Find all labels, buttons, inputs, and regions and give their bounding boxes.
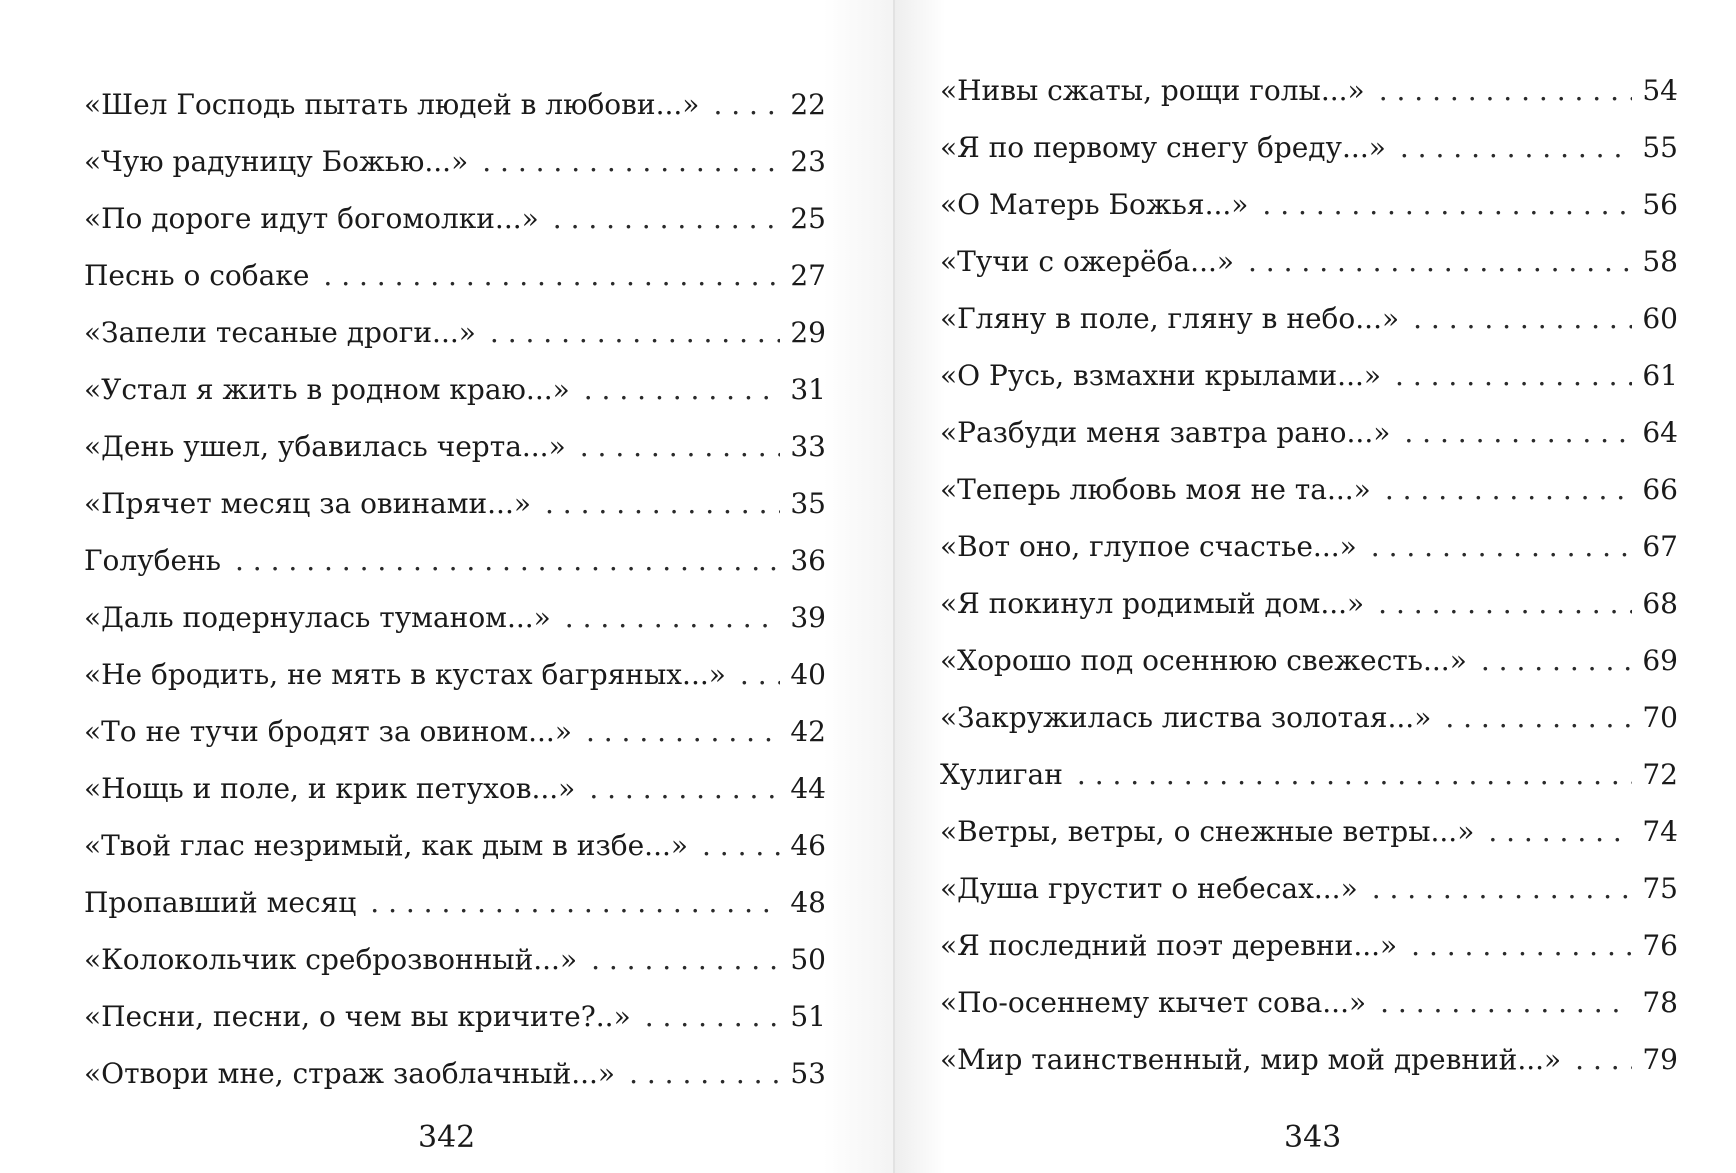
toc-entry-title: «Я покинул родимый дом...» xyxy=(940,587,1365,620)
toc-entry-page: 22 xyxy=(790,88,826,121)
toc-entry-page: 53 xyxy=(790,1057,826,1090)
dot-leader xyxy=(580,418,780,475)
toc-entry-page: 79 xyxy=(1642,1043,1678,1076)
dot-leader xyxy=(586,703,780,760)
dot-leader xyxy=(584,361,780,418)
toc-entry xyxy=(84,361,826,418)
toc-entry xyxy=(940,1031,1678,1088)
toc-entry-page: 70 xyxy=(1642,701,1678,734)
dot-leader xyxy=(553,190,780,247)
toc-entry-title: «По-осеннему кычет сова...» xyxy=(940,986,1367,1019)
dot-leader xyxy=(1371,518,1632,575)
toc-entry-title: «Устал я жить в родном краю...» xyxy=(84,373,570,406)
toc-entry-page: 33 xyxy=(790,430,826,463)
dot-leader xyxy=(629,1045,780,1102)
toc-entry-title: «Душа грустит о небесах...» xyxy=(940,872,1358,905)
toc-entry-page: 64 xyxy=(1642,416,1678,449)
dot-leader xyxy=(1404,404,1632,461)
toc-entry-title: Пропавший месяц xyxy=(84,886,357,919)
toc-entry-title: «Теперь любовь моя не та...» xyxy=(940,473,1371,506)
toc-entry-title: «Отвори мне, страж заоблачный...» xyxy=(84,1057,616,1090)
dot-leader xyxy=(591,931,780,988)
toc-entry xyxy=(940,176,1678,233)
toc-entry-page: 75 xyxy=(1642,872,1678,905)
toc-entry-page: 74 xyxy=(1642,815,1678,848)
dot-leader xyxy=(1379,62,1632,119)
toc-entry xyxy=(84,646,826,703)
dot-leader xyxy=(1488,803,1632,860)
dot-leader xyxy=(545,475,780,532)
toc-entry-title: «Запели тесаные дроги...» xyxy=(84,316,476,349)
toc-entry-title: Хулиган xyxy=(940,758,1063,791)
dot-leader xyxy=(1481,632,1632,689)
toc-entry-title: «Закружилась листва золотая...» xyxy=(940,701,1432,734)
dot-leader xyxy=(1380,974,1632,1031)
toc-entry-page: 51 xyxy=(790,1000,826,1033)
toc-entry-title: «То не тучи бродят за овином...» xyxy=(84,715,572,748)
toc-entry-title: «Разбуди меня завтра рано...» xyxy=(940,416,1391,449)
left-page-number: 342 xyxy=(418,1120,476,1155)
toc-entry-title: «Колокольчик среброзвонный...» xyxy=(84,943,578,976)
right-page-number: 343 xyxy=(1284,1120,1342,1155)
dot-leader xyxy=(1262,176,1632,233)
toc-entry-page: 66 xyxy=(1642,473,1678,506)
toc-entry-page: 39 xyxy=(790,601,826,634)
toc-entry-page: 36 xyxy=(790,544,826,577)
right-toc-list xyxy=(940,62,1678,1088)
toc-entry-title: Песнь о собаке xyxy=(84,259,310,292)
toc-entry-title: Голубень xyxy=(84,544,221,577)
dot-leader xyxy=(370,874,780,931)
dot-leader xyxy=(1411,917,1632,974)
left-toc-list xyxy=(84,76,826,1102)
toc-entry xyxy=(940,689,1678,746)
toc-entry-title: «Я по первому снегу бреду...» xyxy=(940,131,1386,164)
toc-entry xyxy=(84,1045,826,1102)
dot-leader xyxy=(1413,290,1632,347)
toc-entry-title: «Чую радуницу Божью...» xyxy=(84,145,469,178)
toc-entry-title: «Нивы сжаты, рощи голы...» xyxy=(940,74,1365,107)
toc-entry-page: 27 xyxy=(790,259,826,292)
dot-leader xyxy=(565,589,780,646)
dot-leader xyxy=(713,76,780,133)
toc-entry xyxy=(940,233,1678,290)
toc-entry xyxy=(84,988,826,1045)
toc-entry-title: «По дороге идут богомолки...» xyxy=(84,202,539,235)
toc-entry-title: «Гляну в поле, гляну в небо...» xyxy=(940,302,1400,335)
dot-leader xyxy=(1445,689,1632,746)
dot-leader xyxy=(1372,860,1632,917)
toc-entry xyxy=(940,62,1678,119)
toc-entry-page: 56 xyxy=(1642,188,1678,221)
dot-leader xyxy=(589,760,780,817)
toc-entry xyxy=(84,304,826,361)
toc-entry-title: «Ветры, ветры, о снежные ветры...» xyxy=(940,815,1475,848)
dot-leader xyxy=(702,817,780,874)
toc-entry xyxy=(84,418,826,475)
toc-entry-page: 68 xyxy=(1642,587,1678,620)
dot-leader xyxy=(323,247,780,304)
toc-entry xyxy=(940,917,1678,974)
toc-entry-page: 23 xyxy=(790,145,826,178)
toc-entry-page: 67 xyxy=(1642,530,1678,563)
toc-entry-page: 60 xyxy=(1642,302,1678,335)
toc-entry-page: 48 xyxy=(790,886,826,919)
right-page xyxy=(895,0,1736,1173)
toc-entry xyxy=(940,518,1678,575)
toc-entry xyxy=(84,589,826,646)
toc-entry xyxy=(84,874,826,931)
toc-entry-page: 40 xyxy=(790,658,826,691)
dot-leader xyxy=(1077,746,1632,803)
toc-entry-title: «Хорошо под осеннюю свежесть...» xyxy=(940,644,1467,677)
toc-entry-title: «Не бродить, не мять в кустах багряных...» xyxy=(84,658,726,691)
toc-entry-title: «Песни, песни, о чем вы кричите?..» xyxy=(84,1000,631,1033)
toc-entry-page: 61 xyxy=(1642,359,1678,392)
dot-leader xyxy=(482,133,780,190)
toc-entry xyxy=(940,632,1678,689)
toc-entry xyxy=(940,974,1678,1031)
toc-entry xyxy=(84,247,826,304)
toc-entry-title: «Я последний поэт деревни...» xyxy=(940,929,1398,962)
toc-entry xyxy=(84,703,826,760)
toc-entry-title: «Твой глас незримый, как дым в избе...» xyxy=(84,829,688,862)
toc-entry xyxy=(84,931,826,988)
toc-entry-title: «Тучи с ожерёба...» xyxy=(940,245,1234,278)
toc-entry-title: «Прячет месяц за овинами...» xyxy=(84,487,531,520)
toc-entry-page: 69 xyxy=(1642,644,1678,677)
toc-entry-page: 50 xyxy=(790,943,826,976)
toc-entry xyxy=(940,290,1678,347)
toc-entry-page: 42 xyxy=(790,715,826,748)
toc-entry-title: «День ушел, убавилась черта...» xyxy=(84,430,566,463)
toc-entry xyxy=(84,532,826,589)
toc-entry-title: «Даль подернулась туманом...» xyxy=(84,601,551,634)
toc-entry-title: «Шел Господь пытать людей в любови...» xyxy=(84,88,700,121)
toc-entry xyxy=(84,76,826,133)
toc-entry-page: 78 xyxy=(1642,986,1678,1019)
dot-leader xyxy=(740,646,780,703)
toc-entry xyxy=(84,475,826,532)
dot-leader xyxy=(1378,575,1632,632)
toc-entry-page: 35 xyxy=(790,487,826,520)
dot-leader xyxy=(1248,233,1632,290)
toc-entry xyxy=(84,190,826,247)
toc-entry-title: «Нощь и поле, и крик петухов...» xyxy=(84,772,576,805)
toc-entry-title: «Вот оно, глупое счастье...» xyxy=(940,530,1357,563)
toc-entry-title: «О Матерь Божья...» xyxy=(940,188,1249,221)
toc-entry-page: 54 xyxy=(1642,74,1678,107)
toc-entry-page: 76 xyxy=(1642,929,1678,962)
toc-entry-page: 72 xyxy=(1642,758,1678,791)
toc-entry-page: 55 xyxy=(1642,131,1678,164)
toc-entry xyxy=(940,461,1678,518)
toc-entry-page: 58 xyxy=(1642,245,1678,278)
dot-leader xyxy=(1385,461,1632,518)
toc-entry xyxy=(940,575,1678,632)
toc-entry xyxy=(940,119,1678,176)
toc-entry-page: 44 xyxy=(790,772,826,805)
dot-leader xyxy=(1400,119,1632,176)
dot-leader xyxy=(645,988,780,1045)
toc-entry xyxy=(940,746,1678,803)
dot-leader xyxy=(1395,347,1632,404)
toc-entry-page: 31 xyxy=(790,373,826,406)
dot-leader xyxy=(1575,1031,1632,1088)
toc-entry xyxy=(84,760,826,817)
toc-entry xyxy=(84,133,826,190)
toc-entry-page: 25 xyxy=(790,202,826,235)
toc-entry-page: 46 xyxy=(790,829,826,862)
toc-entry-title: «О Русь, взмахни крылами...» xyxy=(940,359,1382,392)
toc-entry xyxy=(940,404,1678,461)
dot-leader xyxy=(490,304,780,361)
toc-entry xyxy=(940,860,1678,917)
toc-entry xyxy=(940,803,1678,860)
toc-entry-title: «Мир таинственный, мир мой древний...» xyxy=(940,1043,1562,1076)
dot-leader xyxy=(235,532,780,589)
toc-entry-page: 29 xyxy=(790,316,826,349)
toc-entry xyxy=(940,347,1678,404)
toc-entry xyxy=(84,817,826,874)
